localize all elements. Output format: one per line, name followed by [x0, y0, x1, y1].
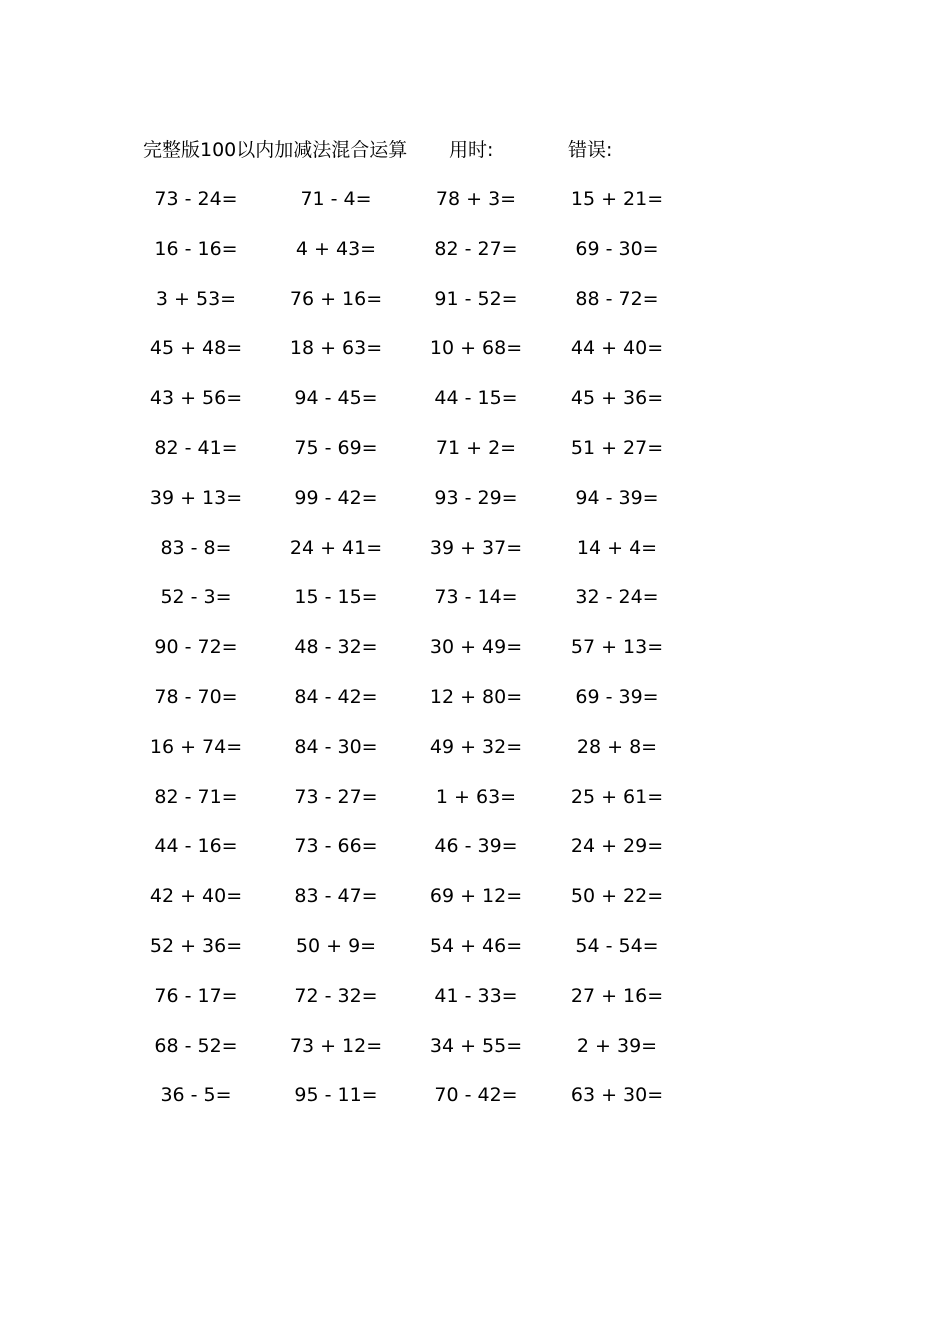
math-problem: 72 - 32= [294, 985, 378, 1007]
math-problem: 84 - 30= [294, 736, 378, 758]
math-problem: 94 - 39= [575, 487, 659, 509]
math-problem: 78 - 70= [154, 686, 238, 708]
worksheet-title: 完整版100以内加减法混合运算 [143, 139, 408, 161]
math-problem: 1 + 63= [435, 786, 517, 808]
error-label: 错误: [568, 139, 613, 161]
math-problem: 16 + 74= [149, 736, 243, 758]
math-problem: 50 + 22= [570, 885, 664, 907]
problem-row [0, 1031, 950, 1061]
math-problem: 18 + 63= [289, 337, 383, 359]
math-problem: 24 + 29= [570, 835, 664, 857]
math-problem: 10 + 68= [429, 337, 523, 359]
math-problem: 71 - 4= [300, 188, 372, 210]
problem-row [0, 931, 950, 961]
math-problem: 76 - 17= [154, 985, 238, 1007]
math-problem: 83 - 8= [160, 537, 232, 559]
math-problem: 69 - 39= [575, 686, 659, 708]
problem-row [0, 732, 950, 762]
math-problem: 24 + 41= [289, 537, 383, 559]
problem-row [0, 383, 950, 413]
problem-row [0, 881, 950, 911]
math-problem: 45 + 36= [570, 387, 664, 409]
math-problem: 94 - 45= [294, 387, 378, 409]
math-problem: 73 - 24= [154, 188, 238, 210]
math-problem: 36 - 5= [160, 1084, 232, 1106]
math-problem: 99 - 42= [294, 487, 378, 509]
math-problem: 15 + 21= [570, 188, 664, 210]
math-problem: 3 + 53= [155, 288, 237, 310]
problem-row [0, 782, 950, 812]
problem-row [0, 981, 950, 1011]
math-problem: 93 - 29= [434, 487, 518, 509]
problem-row [0, 483, 950, 513]
math-problem: 2 + 39= [576, 1035, 658, 1057]
math-problem: 54 - 54= [575, 935, 659, 957]
math-problem: 39 + 13= [149, 487, 243, 509]
math-problem: 25 + 61= [570, 786, 664, 808]
math-problem: 69 - 30= [575, 238, 659, 260]
math-problem: 68 - 52= [154, 1035, 238, 1057]
math-problem: 34 + 55= [429, 1035, 523, 1057]
problem-row [0, 284, 950, 314]
math-problem: 44 + 40= [570, 337, 664, 359]
math-problem: 52 - 3= [160, 586, 232, 608]
math-problem: 41 - 33= [434, 985, 518, 1007]
math-problem: 39 + 37= [429, 537, 523, 559]
math-problem: 48 - 32= [294, 636, 378, 658]
math-problem: 63 + 30= [570, 1084, 664, 1106]
math-problem: 12 + 80= [429, 686, 523, 708]
math-problem: 91 - 52= [434, 288, 518, 310]
math-problem: 43 + 56= [149, 387, 243, 409]
problem-row [0, 184, 950, 214]
problem-row [0, 533, 950, 563]
problem-row [0, 831, 950, 861]
math-problem: 54 + 46= [429, 935, 523, 957]
math-problem: 70 - 42= [434, 1084, 518, 1106]
math-problem: 84 - 42= [294, 686, 378, 708]
math-problem: 49 + 32= [429, 736, 523, 758]
problem-row [0, 632, 950, 662]
math-problem: 83 - 47= [294, 885, 378, 907]
math-problem: 88 - 72= [575, 288, 659, 310]
math-problem: 71 + 2= [435, 437, 517, 459]
math-problem: 73 - 66= [294, 835, 378, 857]
math-problem: 44 - 16= [154, 835, 238, 857]
math-problem: 14 + 4= [576, 537, 658, 559]
math-problem: 16 - 16= [154, 238, 238, 260]
math-problem: 69 + 12= [429, 885, 523, 907]
math-problem: 73 - 27= [294, 786, 378, 808]
math-problem: 28 + 8= [576, 736, 658, 758]
math-problem: 45 + 48= [149, 337, 243, 359]
problem-row [0, 582, 950, 612]
math-problem: 52 + 36= [149, 935, 243, 957]
math-problem: 73 - 14= [434, 586, 518, 608]
problem-row [0, 333, 950, 363]
math-problem: 78 + 3= [435, 188, 517, 210]
time-label: 用时: [449, 139, 494, 161]
problem-row [0, 1080, 950, 1110]
math-problem: 42 + 40= [149, 885, 243, 907]
math-problem: 82 - 27= [434, 238, 518, 260]
problem-row [0, 234, 950, 264]
math-problem: 76 + 16= [289, 288, 383, 310]
math-problem: 15 - 15= [294, 586, 378, 608]
math-problem: 82 - 41= [154, 437, 238, 459]
math-problem: 46 - 39= [434, 835, 518, 857]
math-problem: 82 - 71= [154, 786, 238, 808]
problem-row [0, 433, 950, 463]
math-problem: 75 - 69= [294, 437, 378, 459]
math-problem: 51 + 27= [570, 437, 664, 459]
math-problem: 27 + 16= [570, 985, 664, 1007]
math-problem: 32 - 24= [575, 586, 659, 608]
math-problem: 73 + 12= [289, 1035, 383, 1057]
math-problem: 44 - 15= [434, 387, 518, 409]
math-problem: 30 + 49= [429, 636, 523, 658]
problem-row [0, 682, 950, 712]
math-problem: 95 - 11= [294, 1084, 378, 1106]
math-problem: 4 + 43= [295, 238, 377, 260]
math-problem: 57 + 13= [570, 636, 664, 658]
math-problem: 90 - 72= [154, 636, 238, 658]
math-problem: 50 + 9= [295, 935, 377, 957]
